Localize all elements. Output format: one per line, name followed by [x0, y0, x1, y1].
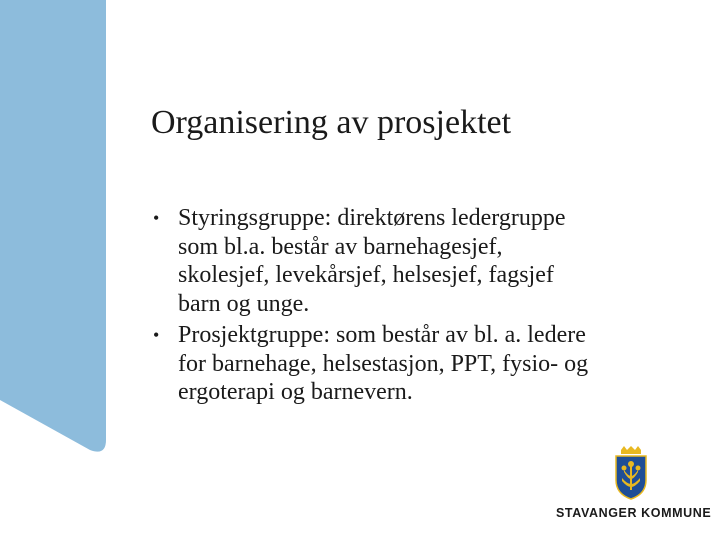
bullet-line: Styringsgruppe: direktørens ledergruppe — [178, 205, 566, 231]
stavanger-kommune-logo — [556, 446, 712, 526]
bullet-item — [153, 204, 673, 318]
bullet-line: som bl.a. består av barnehagesjef, — [178, 233, 503, 260]
side-accent-band — [0, 0, 120, 470]
bullet-marker: • — [153, 208, 160, 228]
bullet-marker: • — [153, 325, 160, 345]
bullet-list — [153, 204, 673, 410]
slide-title: Organisering av prosjektet — [151, 104, 512, 141]
bullet-line: barn og unge. — [178, 290, 310, 317]
stavanger-crest-icon — [611, 446, 651, 500]
bullet-line: ergoterapi og barnevern. — [178, 379, 413, 405]
bullet-line: for barnehage, helsestasjon, PPT, fysio- og — [178, 350, 589, 377]
side-accent-shape — [0, 0, 106, 452]
brand-name: STAVANGER KOMMUNE — [556, 506, 712, 520]
bullet-line: skolesjef, levekårsjef, helsesjef, fagsjef — [178, 262, 554, 288]
bullet-item — [153, 321, 673, 407]
bullet-line: Prosjektgruppe: som består av bl. a. ledere — [178, 322, 586, 348]
